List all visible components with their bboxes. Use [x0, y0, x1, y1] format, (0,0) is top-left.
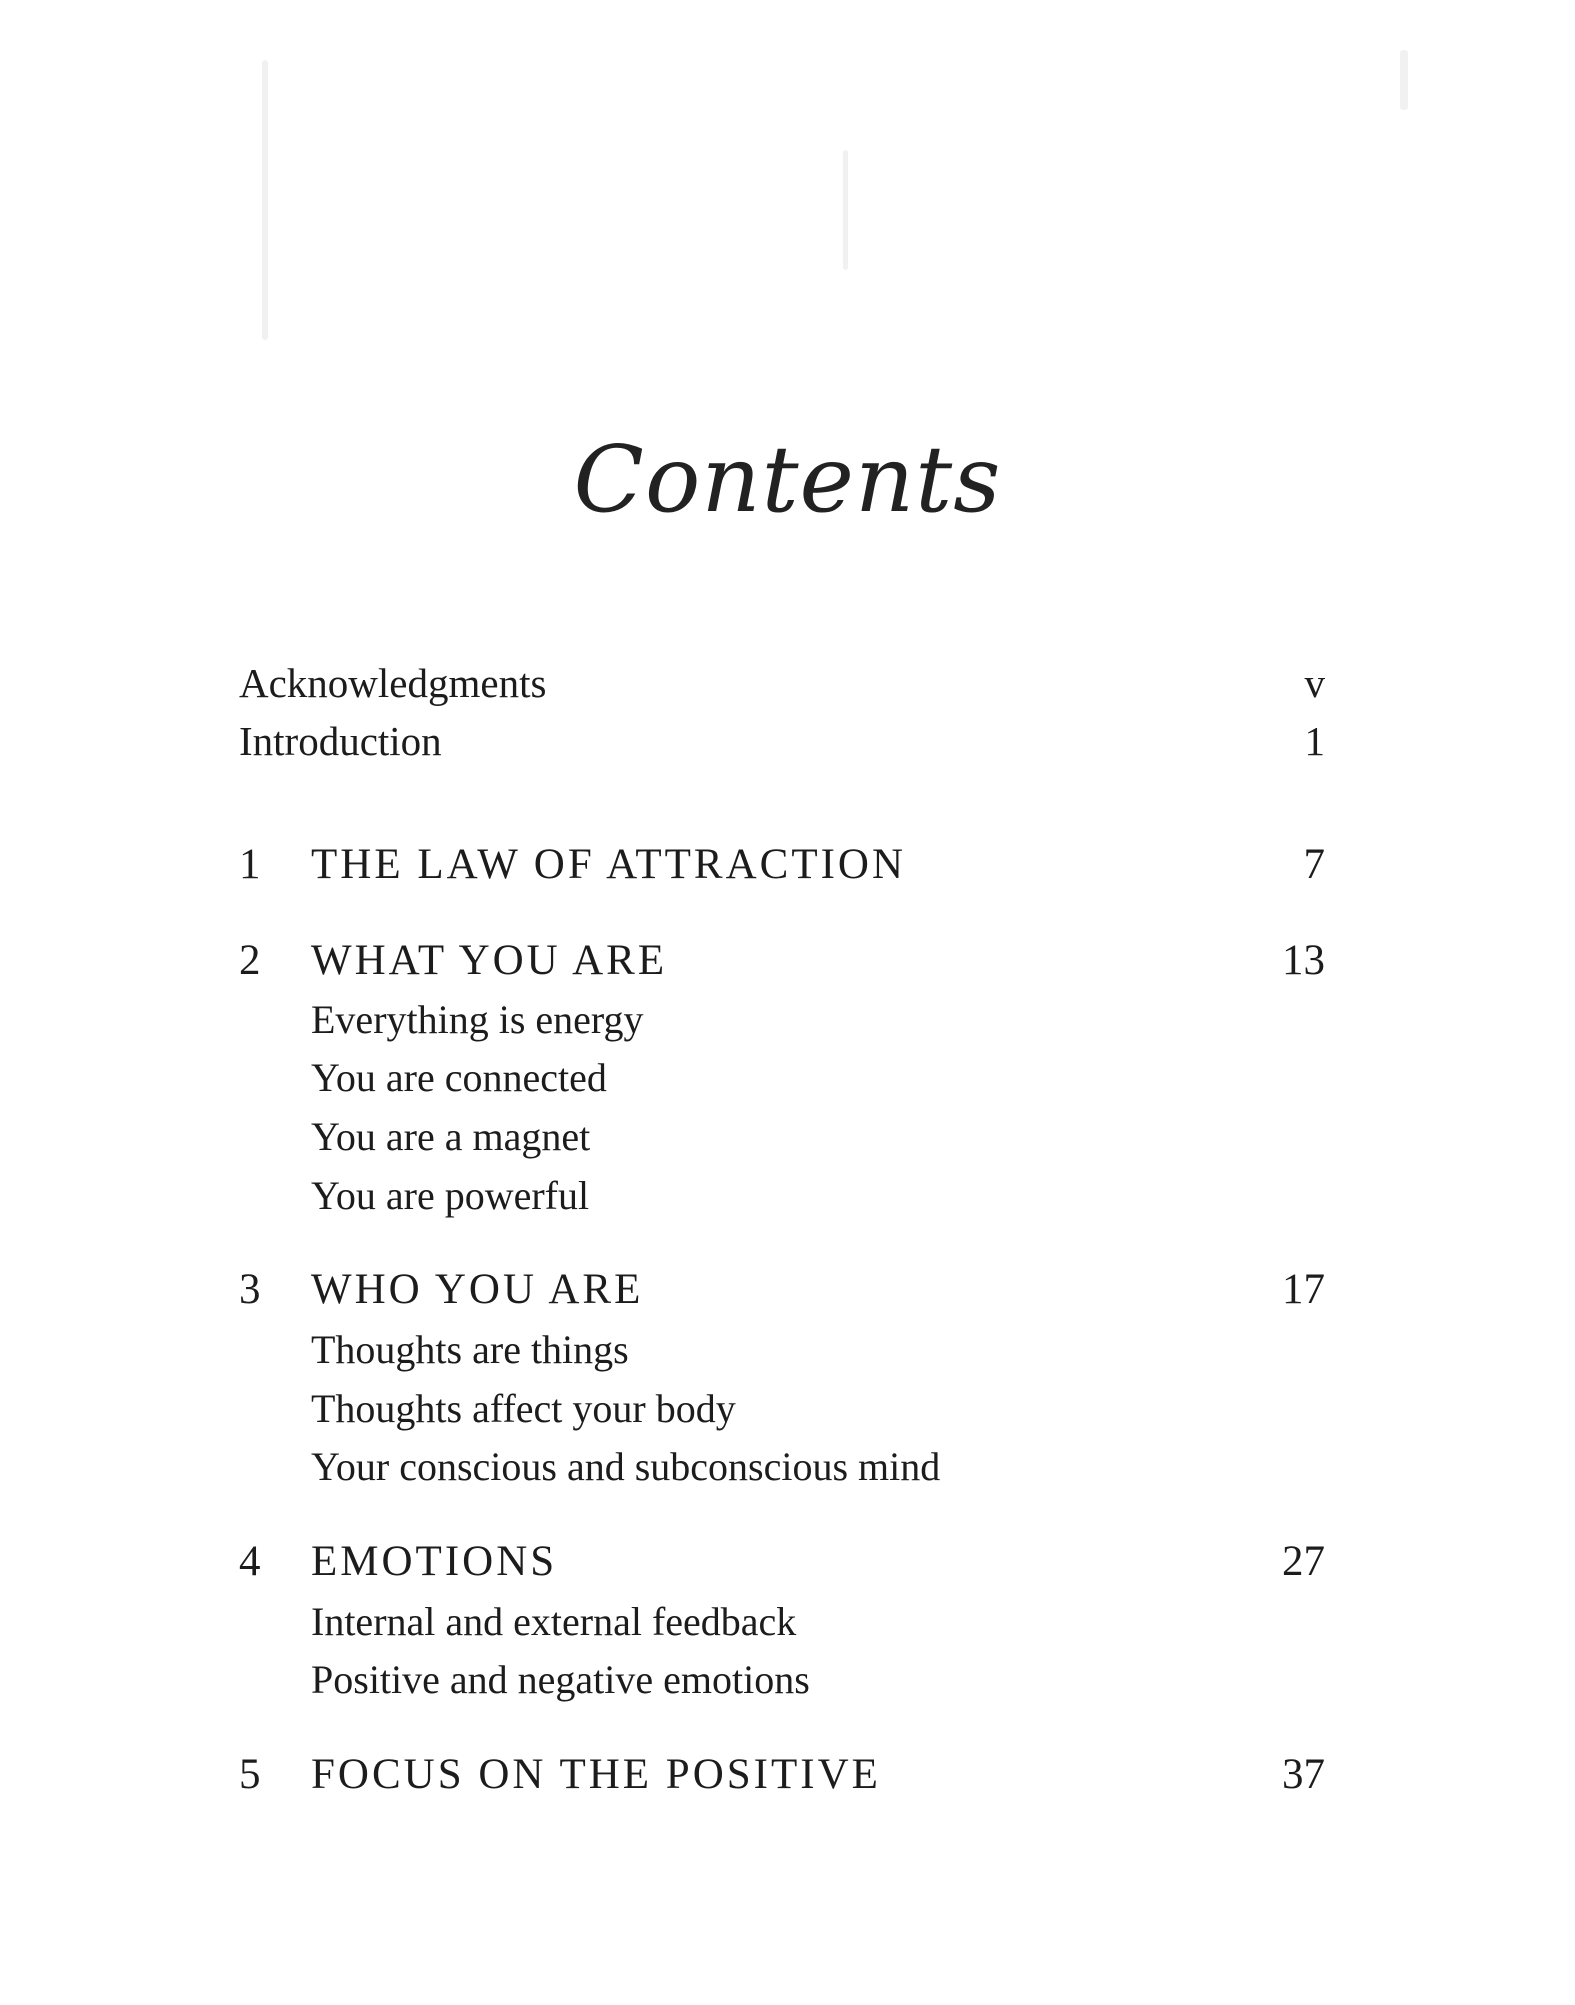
- chapter-title: WHO YOU ARE: [311, 1266, 644, 1313]
- section-title: You are connected: [311, 1055, 607, 1100]
- toc-chapter-1[interactable]: [0, 835, 1575, 895]
- toc-entry-label: Introduction: [239, 718, 442, 764]
- section-title: Positive and negative emotions: [311, 1657, 810, 1702]
- chapter-page: 27: [1282, 1538, 1325, 1585]
- toc-chapter-5[interactable]: [0, 1745, 1575, 1805]
- scan-artifact: [262, 60, 268, 340]
- toc-section[interactable]: [0, 990, 1575, 1050]
- section-title: You are powerful: [311, 1173, 590, 1218]
- chapter-number: 4: [239, 1538, 261, 1585]
- toc-section[interactable]: [0, 1650, 1575, 1710]
- toc-chapter-3[interactable]: [0, 1260, 1575, 1320]
- toc-section[interactable]: [0, 1379, 1575, 1439]
- chapter-page: 17: [1282, 1266, 1325, 1313]
- section-title: Everything is energy: [311, 997, 644, 1042]
- chapter-title: WHAT YOU ARE: [311, 937, 668, 984]
- section-title: Your conscious and subconscious mind: [311, 1444, 941, 1489]
- chapter-number: 3: [239, 1266, 261, 1313]
- chapter-page: 37: [1282, 1751, 1325, 1798]
- page-title: Contents: [573, 426, 1002, 533]
- chapter-number: 1: [239, 841, 261, 888]
- toc-section[interactable]: [0, 1107, 1575, 1167]
- toc-entry-label: Acknowledgments: [239, 660, 547, 706]
- chapter-page: 13: [1282, 937, 1325, 984]
- toc-entry-page: 1: [1304, 718, 1325, 764]
- scan-artifact: [843, 150, 848, 270]
- chapter-title: EMOTIONS: [311, 1538, 558, 1585]
- toc-chapter-2[interactable]: [0, 931, 1575, 991]
- toc-entry-acknowledgments[interactable]: [0, 653, 1575, 713]
- section-title: Internal and external feedback: [311, 1599, 797, 1644]
- toc-chapter-4[interactable]: [0, 1532, 1575, 1592]
- toc-entry-introduction[interactable]: [0, 711, 1575, 771]
- scan-artifact: [1400, 50, 1408, 110]
- chapter-number: 5: [239, 1751, 261, 1798]
- toc-section[interactable]: [0, 1437, 1575, 1497]
- chapter-title: THE LAW OF ATTRACTION: [311, 841, 907, 888]
- chapter-title: FOCUS ON THE POSITIVE: [311, 1751, 881, 1798]
- chapter-page: 7: [1303, 841, 1325, 888]
- toc-section[interactable]: [0, 1592, 1575, 1652]
- section-title: You are a magnet: [311, 1114, 591, 1159]
- toc-entry-page: v: [1304, 660, 1325, 706]
- toc-section[interactable]: [0, 1166, 1575, 1226]
- section-title: Thoughts are things: [311, 1327, 629, 1372]
- toc-section[interactable]: [0, 1320, 1575, 1380]
- toc-section[interactable]: [0, 1048, 1575, 1108]
- section-title: Thoughts affect your body: [311, 1386, 736, 1431]
- chapter-number: 2: [239, 937, 261, 984]
